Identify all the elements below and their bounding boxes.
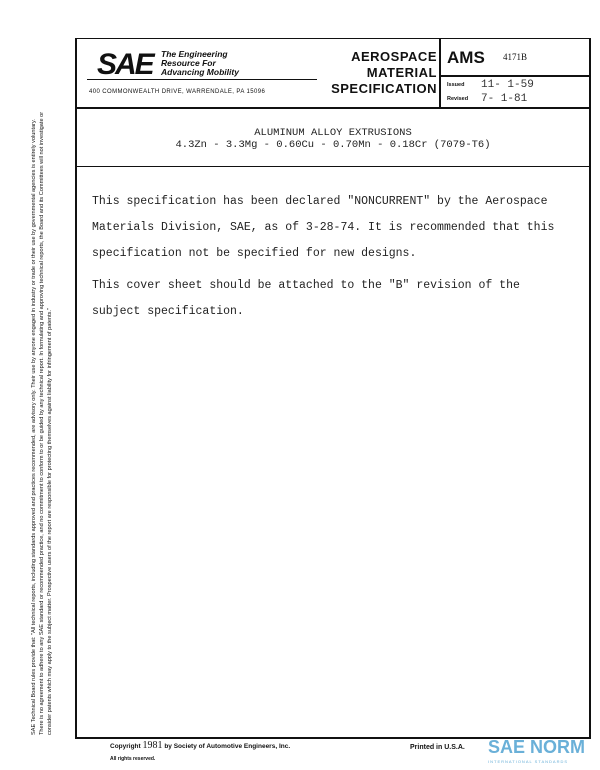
- doc-type-line: MATERIAL: [366, 65, 437, 80]
- header: [77, 39, 589, 109]
- copyright-suffix: by Society of Automotive Engineers, Inc.: [164, 743, 291, 750]
- spec-title: [77, 127, 589, 151]
- doc-type: [307, 49, 437, 97]
- divider: [87, 79, 317, 80]
- document-frame: [75, 38, 591, 739]
- copyright-year: 1981: [142, 740, 163, 751]
- ams-number: 4171B: [503, 52, 528, 62]
- tagline-line: Resource For: [161, 58, 216, 68]
- tagline-line: The Engineering: [161, 49, 228, 59]
- tagline: [161, 50, 271, 77]
- doc-type-line: AEROSPACE: [351, 49, 437, 64]
- ams-box: [439, 39, 591, 107]
- revised-date: 7- 1-81: [481, 93, 528, 105]
- divider: [77, 166, 589, 167]
- title-line: ALUMINUM ALLOY EXTRUSIONS: [254, 127, 412, 139]
- sae-logo: SAE: [97, 48, 153, 81]
- disclaimer: SAE Technical Board rules provide that: "All technical reports, including standards approved and practices recommended, are advisory only. Their use by anyone engaged in industry or trade or their use by governmental agencies is entirely voluntary. There is no agreement to adhere to any SAE standard or recommended practice, and no commitment to conform to or be guided by any technical report. In formulating and approving technical reports, the Board and its Committees will not investigate or consider patents which may apply to the subject matter. Prospective users of the report are responsible for protecting themselves against liability for infringement of patents.": [31, 111, 53, 735]
- watermark: SAE NORM: [488, 737, 586, 757]
- paragraph: This cover sheet should be attached to the "B" revision of the subject specification.: [92, 279, 520, 318]
- title-subline: 4.3Zn - 3.3Mg - 0.60Cu - 0.70Mn - 0.18Cr (7079-T6): [175, 139, 491, 151]
- printed-in: Printed in U.S.A.: [410, 744, 465, 751]
- divider: [441, 75, 591, 77]
- rights: All rights reserved.: [110, 756, 156, 762]
- copyright-prefix: Copyright: [110, 743, 141, 750]
- issued-label: Issued: [447, 82, 465, 88]
- watermark-sub: INTERNATIONAL STANDARDS: [488, 759, 569, 764]
- paragraph: This specification has been declared "NONCURRENT" by the Aerospace Materials Division, SAE, as of 3-28-74. It is recommended that this specification not be specified for new designs.: [92, 195, 555, 260]
- issued-date: 11- 1-59: [481, 79, 534, 91]
- address: 400 COMMONWEALTH DRIVE, WARRENDALE, PA 15096: [89, 89, 266, 95]
- revised-label: Revised: [447, 96, 469, 102]
- tagline-line: Advancing Mobility: [161, 67, 239, 77]
- copyright: [110, 740, 290, 753]
- ams-label: AMS: [447, 48, 485, 67]
- doc-type-line: SPECIFICATION: [331, 81, 437, 96]
- body: [92, 189, 572, 331]
